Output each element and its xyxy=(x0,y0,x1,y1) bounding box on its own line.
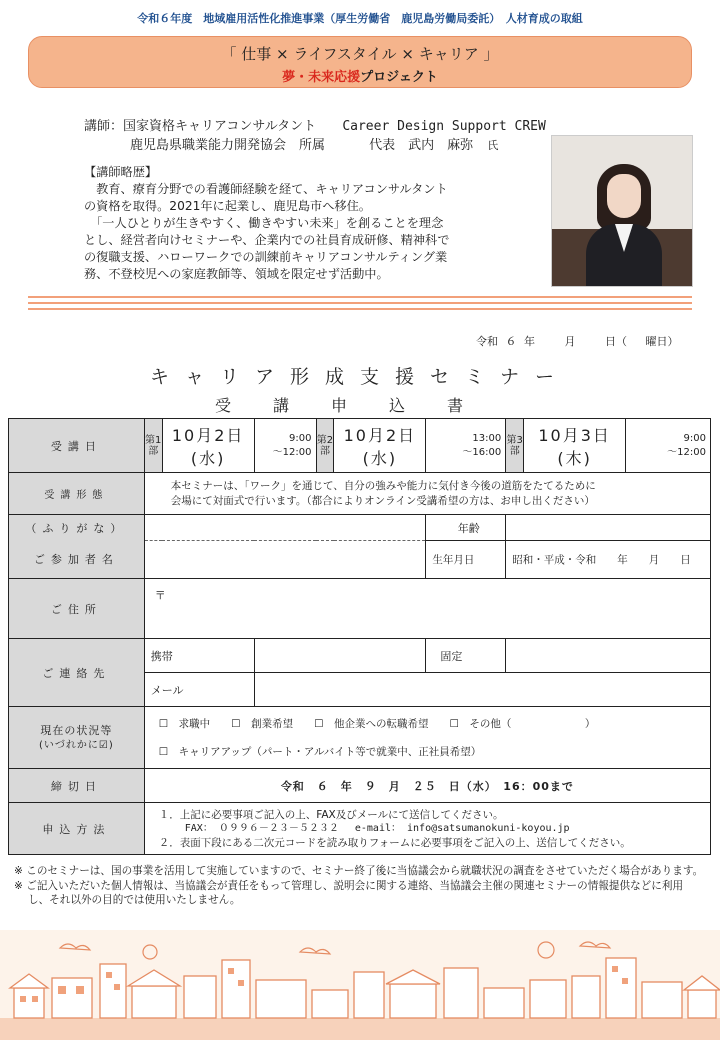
instructor-title: 講師：国家資格キャリアコンサルタント xyxy=(84,119,317,134)
bio-line: 教育、療育分野での看護師経験を経て、キャリアコンサルタント xyxy=(84,182,448,196)
mobile-field[interactable] xyxy=(254,639,426,673)
deadline-value: 令和 ６ 年 ９ 月 ２５ 日（水） 16：00まで xyxy=(144,769,710,803)
bio-line: 「一人ひとりが生きやすく、働きやすい未来」を創ることを理念 xyxy=(84,216,444,230)
birthdate-field[interactable]: 昭和・平成・令和 年 月 日 xyxy=(506,541,711,579)
form-subtitle: 受講申込書 xyxy=(214,396,505,415)
instructor-affiliation: 鹿児島県職業能力開発協会 所属 xyxy=(130,138,326,153)
divider xyxy=(28,296,692,298)
label-birthdate: 生年月日 xyxy=(426,541,506,579)
label-age: 年齢 xyxy=(426,515,506,541)
method-text: １．上記に必要事項ご記入の上、FAX及びメールにて送信してください。 FAX： ０９９６－２３－５２３２ e-mail： info@satsumanokuni-koyou.jp ２．表面下段にある二次元コードを読み取りフォームに必要事項をご記入の上、送信してください。 xyxy=(144,803,710,855)
mail-field[interactable] xyxy=(254,673,710,707)
divider xyxy=(28,302,692,304)
label-address: ご住所 xyxy=(9,579,145,639)
session2-date[interactable]: 10月2日 (水) xyxy=(334,419,426,473)
label-deadline: 締切日 xyxy=(9,769,145,803)
divider xyxy=(28,308,692,310)
town-illustration xyxy=(0,930,720,1040)
instructor-name: 代表 武内 麻弥 xyxy=(369,138,474,153)
label-contact: ご連絡先 xyxy=(9,639,145,707)
format-text: 本セミナーは、「ワーク」を通じて、自分の強みや能力に気付き今後の道筋をたてるために 会場にて対面式で行います。（都合によりオンライン受講希望の方は、お申し出ください） xyxy=(144,473,710,515)
status-options[interactable] xyxy=(144,707,710,769)
footnote: ※ ご記入いただいた個人情報は、当協議会が責任をもって管理し、説明会に関する連絡、当協議会主催の関連セミナーの情報提供などに利用し、それ以外の目的では使用いたしません。 xyxy=(14,879,684,906)
banner-red-text: 夢・未来応援 xyxy=(282,70,361,85)
town-skyline-illustration xyxy=(0,930,720,1040)
bio-line: の資格を取得。2021年に起業し、鹿児島市へ移住。 xyxy=(84,199,371,213)
session1-label: 第1部 xyxy=(144,419,162,473)
bio-line: の復職支援、ハローワークでの訓練前キャリアコンサルティング業 xyxy=(84,250,448,264)
furigana-field[interactable] xyxy=(144,515,426,541)
instructor-honorific: 氏 xyxy=(487,139,499,152)
session2-label: 第2部 xyxy=(316,419,334,473)
label-status: 現在の状況等 (いづれかに☑) xyxy=(9,707,145,769)
session2-time: 13:00 ～16:00 xyxy=(426,419,506,473)
banner-line2 xyxy=(29,66,691,85)
session3-date[interactable]: 10月3日 (木) xyxy=(524,419,626,473)
landline-field[interactable] xyxy=(506,639,711,673)
seminar-title: キャリア形成支援セミナー xyxy=(149,366,570,388)
session1-time: 9:00 ～12:00 xyxy=(254,419,316,473)
instructor-photo xyxy=(551,135,693,287)
header-top-line: 令和６年度 地域雇用活性化推進事業（厚生労働省 鹿児島労働局委託） 人材育成の取組 xyxy=(137,12,583,25)
instructor-line2 xyxy=(130,134,498,153)
bio-heading: 【講師略歴】 xyxy=(84,165,158,179)
label-furigana: （ふりがな） xyxy=(9,515,145,541)
bio-line: 務、不登校児への家庭教師等、領域を限定せず活動中。 xyxy=(84,267,389,281)
name-field[interactable] xyxy=(144,541,426,579)
label-method: 申込方法 xyxy=(9,803,145,855)
status-options-row1[interactable]: ☐ 求職中 ☐ 創業希望 ☐ 他企業への転職希望 ☐ その他（ ） xyxy=(158,717,596,730)
label-mail: メール xyxy=(144,673,254,707)
label-format: 受講形態 xyxy=(9,473,145,515)
instructor-line1 xyxy=(84,115,546,134)
age-field[interactable] xyxy=(506,515,711,541)
application-form xyxy=(8,418,711,855)
footnotes xyxy=(14,864,704,908)
footnote: ※ このセミナーは、国の事業を活用して実施していますので、セミナー終了後に当協議会から就職状況の調査をさせていただく場合があります。 xyxy=(14,865,704,877)
label-date: 受講日 xyxy=(9,419,145,473)
label-name: ご参加者名 xyxy=(9,541,145,579)
address-field[interactable]: 〒 xyxy=(144,579,710,639)
status-options-row2[interactable]: ☐ キャリアアップ（パート・アルバイト等で就業中、正社員希望） xyxy=(158,745,482,758)
banner-suffix: プロジェクト xyxy=(360,70,438,85)
bio-line: とし、経営者向けセミナーや、企業内での社員育成研修、精神科で xyxy=(84,233,450,247)
label-mobile: 携帯 xyxy=(144,639,254,673)
instructor-bio xyxy=(84,164,534,283)
session1-date[interactable]: 10月2日 (水) xyxy=(162,419,254,473)
title-banner xyxy=(28,36,692,88)
session3-time: 9:00 ～12:00 xyxy=(626,419,711,473)
application-date-line: 令和 ６ 年 月 日（ 曜日） xyxy=(476,335,679,348)
instructor-org: Career Design Support CREW xyxy=(342,119,546,134)
label-landline: 固定 xyxy=(426,639,506,673)
session3-label: 第3部 xyxy=(506,419,524,473)
banner-line1: 「 仕事 × ライフスタイル × キャリア 」 xyxy=(221,45,499,63)
